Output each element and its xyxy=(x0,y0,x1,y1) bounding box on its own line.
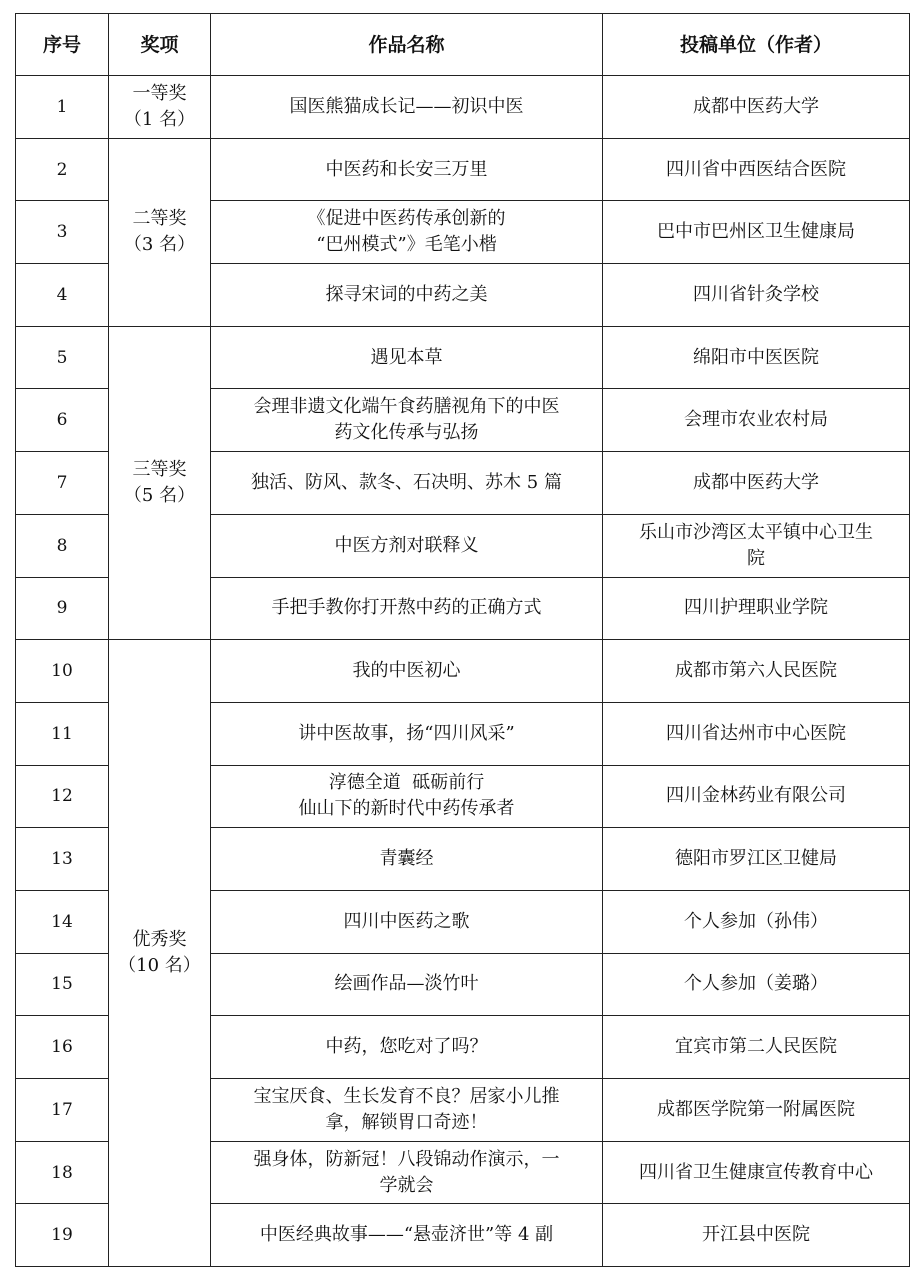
work-title-cell: 中药，您吃对了吗？ xyxy=(211,1016,603,1079)
awards-table xyxy=(15,13,910,1267)
table-row xyxy=(16,326,910,389)
work-title-cell: 讲中医故事，扬“四川风采” xyxy=(211,702,603,765)
seq-cell: 11 xyxy=(16,702,109,765)
unit-line: 乐山市沙湾区太平镇中心卫生 xyxy=(639,521,873,543)
seq-cell: 2 xyxy=(16,138,109,201)
seq-cell: 17 xyxy=(16,1079,109,1142)
award-name: 二等奖 xyxy=(132,208,187,230)
seq-cell: 18 xyxy=(16,1141,109,1204)
work-title-line: “巴州模式”》毛笔小楷 xyxy=(316,234,497,256)
table-row xyxy=(16,76,910,139)
unit-cell: 会理市农业农村局 xyxy=(603,389,910,452)
unit-line: 院 xyxy=(747,547,765,569)
work-title-line: 学就会 xyxy=(379,1174,434,1196)
work-title-line: 《促进中医药传承创新的 xyxy=(307,208,506,230)
work-title-line: 淳德全道 砥砺前行 xyxy=(328,772,485,794)
header-work: 作品名称 xyxy=(211,14,603,76)
header-row xyxy=(16,14,910,76)
seq-cell: 1 xyxy=(16,76,109,139)
award-cell-excellence xyxy=(109,640,211,1267)
award-name: 一等奖 xyxy=(132,82,187,104)
award-cell-second xyxy=(109,138,211,326)
work-title-cell: 青囊经 xyxy=(211,828,603,891)
work-title-cell: 探寻宋词的中药之美 xyxy=(211,264,603,327)
work-title-line: 会理非遗文化端午食药膳视角下的中医 xyxy=(253,396,560,418)
unit-cell: 巴中市巴州区卫生健康局 xyxy=(603,201,910,264)
work-title-cell: 绘画作品—淡竹叶 xyxy=(211,953,603,1016)
award-count: （10 名） xyxy=(118,955,201,977)
work-title-cell xyxy=(211,1141,603,1204)
award-count: （1 名） xyxy=(123,108,196,130)
seq-cell: 5 xyxy=(16,326,109,389)
seq-cell: 12 xyxy=(16,765,109,828)
seq-cell: 16 xyxy=(16,1016,109,1079)
work-title-cell: 四川中医药之歌 xyxy=(211,890,603,953)
seq-cell: 13 xyxy=(16,828,109,891)
work-title-cell: 中医药和长安三万里 xyxy=(211,138,603,201)
seq-cell: 14 xyxy=(16,890,109,953)
unit-cell xyxy=(603,514,910,577)
award-name: 优秀奖 xyxy=(132,929,187,951)
unit-cell: 个人参加（孙伟） xyxy=(603,890,910,953)
header-seq: 序号 xyxy=(16,14,109,76)
table-row xyxy=(16,138,910,201)
unit-cell: 宜宾市第二人民医院 xyxy=(603,1016,910,1079)
work-title-cell: 我的中医初心 xyxy=(211,640,603,703)
award-name: 三等奖 xyxy=(132,458,187,480)
seq-cell: 19 xyxy=(16,1204,109,1267)
unit-cell: 成都中医药大学 xyxy=(603,452,910,515)
unit-cell: 四川省卫生健康宣传教育中心 xyxy=(603,1141,910,1204)
work-title-line: 强身体，防新冠！八段锦动作演示，一 xyxy=(253,1148,560,1170)
seq-cell: 3 xyxy=(16,201,109,264)
award-cell-first xyxy=(109,76,211,139)
seq-cell: 6 xyxy=(16,389,109,452)
seq-cell: 7 xyxy=(16,452,109,515)
work-title-line: 宝宝厌食、生长发育不良？居家小儿推 xyxy=(253,1085,560,1107)
seq-cell: 10 xyxy=(16,640,109,703)
unit-cell: 个人参加（姜璐） xyxy=(603,953,910,1016)
work-title-cell: 独活、防风、款冬、石决明、苏木 5 篇 xyxy=(211,452,603,515)
unit-cell: 成都中医药大学 xyxy=(603,76,910,139)
seq-cell: 8 xyxy=(16,514,109,577)
work-title-cell xyxy=(211,765,603,828)
header-award: 奖项 xyxy=(109,14,211,76)
table-row xyxy=(16,640,910,703)
work-title-cell: 遇见本草 xyxy=(211,326,603,389)
unit-cell: 德阳市罗江区卫健局 xyxy=(603,828,910,891)
unit-cell: 成都医学院第一附属医院 xyxy=(603,1079,910,1142)
work-title-line: 药文化传承与弘扬 xyxy=(334,422,479,444)
award-cell-third xyxy=(109,326,211,639)
unit-cell: 四川金林药业有限公司 xyxy=(603,765,910,828)
unit-cell: 四川省中西医结合医院 xyxy=(603,138,910,201)
award-count: （5 名） xyxy=(123,484,196,506)
header-unit: 投稿单位（作者） xyxy=(603,14,910,76)
unit-cell: 开江县中医院 xyxy=(603,1204,910,1267)
work-title-cell xyxy=(211,1079,603,1142)
work-title-cell: 国医熊猫成长记——初识中医 xyxy=(211,76,603,139)
seq-cell: 15 xyxy=(16,953,109,1016)
unit-cell: 成都市第六人民医院 xyxy=(603,640,910,703)
award-count: （3 名） xyxy=(123,234,196,256)
work-title-cell xyxy=(211,389,603,452)
unit-cell: 四川省针灸学校 xyxy=(603,264,910,327)
unit-cell: 四川护理职业学院 xyxy=(603,577,910,640)
work-title-line: 仙山下的新时代中药传承者 xyxy=(298,798,515,820)
work-title-cell: 中医经典故事——“悬壶济世”等 4 副 xyxy=(211,1204,603,1267)
work-title-cell xyxy=(211,201,603,264)
unit-cell: 绵阳市中医医院 xyxy=(603,326,910,389)
work-title-line: 拿，解锁胃口奇迹！ xyxy=(325,1111,488,1133)
work-title-cell: 中医方剂对联释义 xyxy=(211,514,603,577)
seq-cell: 4 xyxy=(16,264,109,327)
unit-cell: 四川省达州市中心医院 xyxy=(603,702,910,765)
seq-cell: 9 xyxy=(16,577,109,640)
work-title-cell: 手把手教你打开熬中药的正确方式 xyxy=(211,577,603,640)
